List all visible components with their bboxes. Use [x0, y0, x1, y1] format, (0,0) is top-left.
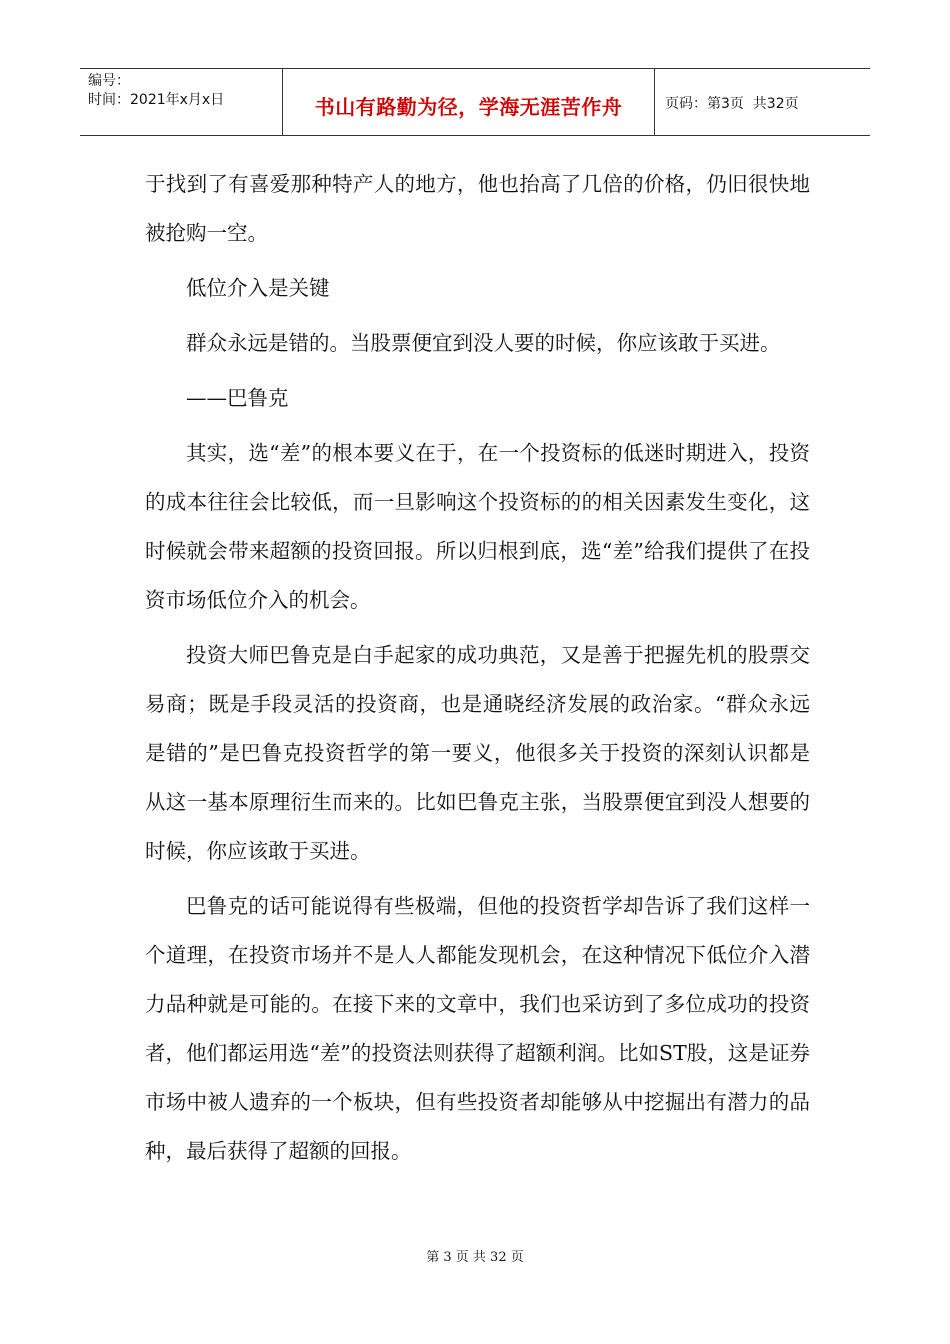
page-footer: 第 3 页 共 32 页 [426, 1250, 524, 1265]
header-meta [88, 72, 224, 110]
body-paragraph: 其实，选“差”的根本要义在于，在一个投资标的低迷时期进入，投资的成本往往会比较低，而一旦影响这个投资标的的相关因素发生变化，这时候就会带来超额的投资回报。所以归根到底，选“差”给我们提供了在投资市场低位介入的机会。 [145, 441, 810, 612]
quote-attribution: ——巴鲁克 [186, 386, 289, 410]
body-paragraph: 于找到了有喜爱那种特产人的地方，他也抬高了几倍的价格，仍旧很快地被抢购一空。 [145, 172, 810, 245]
body-paragraph: 巴鲁克的话可能说得有些极端，但他的投资哲学却告诉了我们这样一个道理，在投资市场并不是人人都能发现机会，在这种情况下低位介入潜力品种就是可能的。在接下来的文章中，我们也采访到了多位成功的投资者，他们都运用选“差”的投资法则获得了超额利润。比如ST股，这是证券市场中被人遗弃的一个板块，但有些投资者却能够从中挖掘出有潜力的品种，最后获得了超额的回报。 [145, 894, 810, 1163]
page-header [80, 68, 870, 136]
header-page-info: 页码：第3页 共32页 [665, 96, 799, 112]
header-motto: 书山有路勤为径，学海无涯苦作舟 [314, 95, 623, 119]
document-body [145, 160, 810, 1182]
header-divider [654, 69, 655, 135]
body-paragraph: 投资大师巴鲁克是白手起家的成功典范，又是善于把握先机的股票交易商；既是手段灵活的投资商，也是通晓经济发展的政治家。“群众永远是错的”是巴鲁克投资哲学的第一要义，他很多关于投资的深刻认识都是从这一基本原理衍生而来的。比如巴鲁克主张，当股票便宜到没人想要的时候，你应该敢于买进。 [145, 643, 810, 863]
document-date: 时间：2021年x月x日 [88, 92, 225, 108]
section-heading: 低位介入是关键 [186, 276, 330, 300]
quote-paragraph: 群众永远是错的。当股票便宜到没人要的时候，你应该敢于买进。 [186, 331, 781, 355]
document-number-label: 编号： [88, 73, 130, 89]
